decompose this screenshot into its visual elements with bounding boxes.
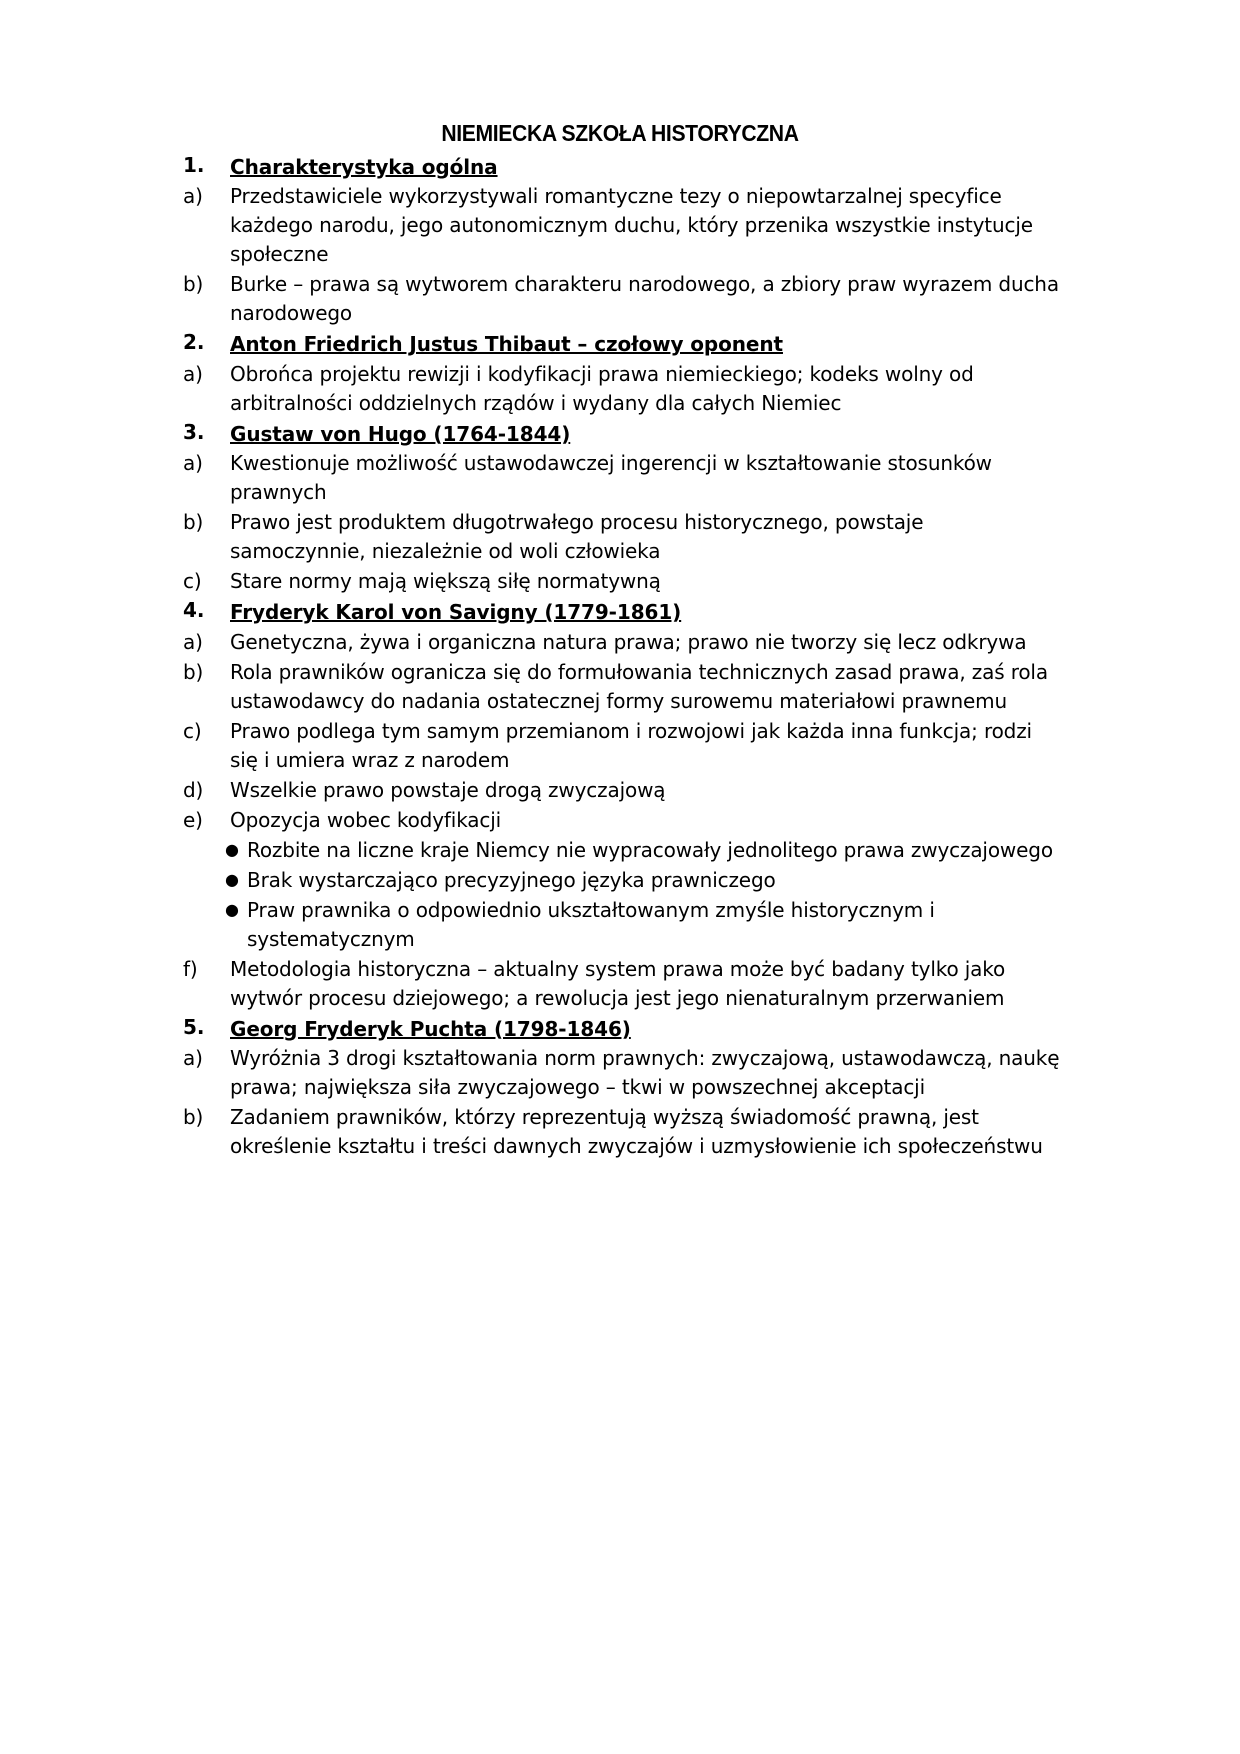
outline-section [175,420,1065,448]
section-heading: Charakterystyka ogólna [230,155,498,179]
bullet-icon: ● [225,839,239,859]
section-items [175,449,1065,596]
list-item [175,449,1065,507]
item-marker: b) [183,1104,204,1129]
section-heading: Anton Friedrich Justus Thibaut – czołowy oponent [230,332,783,357]
list-item [175,866,1065,895]
item-marker: d) [183,777,204,802]
item-text: Prawo jest produktem długotrwałego procesu historycznego, powstaje samoczynnie, niezależnie od woli człowieka [230,510,924,564]
outline-section [175,1015,1065,1043]
item-text: Burke – prawa są wytworem charakteru narodowego, a zbiory praw wyrazem ducha narodowego [230,272,1059,326]
list-item [175,270,1065,328]
item-marker: b) [183,272,204,297]
outline-list [175,153,1065,1161]
bullet-text: Praw prawnika o odpowiednio ukształtowanym zmyśle historycznym i systematycznym [247,897,935,951]
list-item [175,806,1065,835]
item-marker: b) [183,510,204,535]
bullet-icon: ● [225,899,239,919]
page-title: NIEMIECKA SZKOŁA HISTORYCZNA [441,120,799,146]
item-marker: a) [183,361,203,386]
section-number: 5. [183,1014,205,1039]
list-item [175,1044,1065,1102]
item-text: Stare normy mają większą siłę normatywną [230,569,661,594]
item-marker: a) [183,629,203,654]
section-number: 1. [183,153,205,177]
bullet-text: Brak wystarczająco precyzyjnego języka prawniczego [247,867,776,892]
list-item [175,836,1065,865]
item-text: Wyróżnia 3 drogi kształtowania norm prawnych: zwyczajową, ustawodawczą, naukę prawa; największa siła zwyczajowego – tkwi w powszechnej akceptacji [230,1045,1060,1099]
section-items [175,182,1065,328]
section-number: 4. [183,598,205,623]
list-item [175,182,1065,269]
section-items [175,628,1065,1013]
item-marker: a) [183,1045,203,1070]
sub-bullet-list [175,836,1065,954]
item-text: Opozycja wobec kodyfikacji [230,807,502,832]
section-items [175,360,1065,418]
item-marker: f) [183,956,198,981]
item-marker: b) [183,659,204,684]
list-item [175,567,1065,596]
outline-section [175,330,1065,358]
list-item [175,896,1065,954]
item-marker: e) [183,807,203,832]
section-number: 3. [183,419,205,444]
item-marker: a) [183,184,203,209]
item-text: Metodologia historyczna – aktualny system prawa może być badany tylko jako wytwór procesu dziejowego; a rewolucja jest jego nienaturalnym przerwaniem [230,956,1006,1010]
item-marker: c) [183,569,202,594]
section-number: 2. [183,330,205,355]
item-marker: a) [183,451,203,476]
list-item [175,1103,1065,1161]
item-text: Zadaniem prawników, którzy reprezentują wyższą świadomość prawną, jest określenie kształtu i treści dawnych zwyczajów i uzmysłowienie ich społeczeństwu [230,1104,1043,1158]
item-text: Kwestionuje możliwość ustawodawczej ingerencji w kształtowanie stosunków prawnych [230,451,992,505]
list-item [175,955,1065,1013]
item-text: Genetyczna, żywa i organiczna natura prawa; prawo nie tworzy się lecz odkrywa [230,629,1027,654]
item-text: Przedstawiciele wykorzystywali romantyczne tezy o niepowtarzalnej specyfice każdego narodu, jego autonomicznym duchu, który przenika wszystkie instytucje społeczne [230,184,1033,267]
section-heading: Fryderyk Karol von Savigny (1779-1861) [230,600,682,625]
item-text: Obrońca projektu rewizji i kodyfikacji prawa niemieckiego; kodeks wolny od arbitralności oddzielnych rządów i wydany dla całych Niemiec [230,361,974,415]
outline-section [175,153,1065,181]
item-text: Wszelkie prawo powstaje drogą zwyczajową [230,777,666,802]
list-item [175,360,1065,418]
section-items [175,1044,1065,1161]
section-heading: Gustaw von Hugo (1764-1844) [230,421,571,446]
list-item [175,628,1065,657]
list-item [175,658,1065,716]
item-marker: c) [183,718,202,743]
item-text: Rola prawników ogranicza się do formułowania technicznych zasad prawa, zaś rola ustawodawcy do nadania ostatecznej formy surowemu materiałowi prawnemu [230,659,1048,713]
outline-section [175,598,1065,626]
item-text: Prawo podlega tym samym przemianom i rozwojowi jak każda inna funkcja; rodzi się i umiera wraz z narodem [230,718,1032,772]
list-item [175,776,1065,805]
list-item [175,508,1065,566]
bullet-icon: ● [225,869,239,889]
bullet-text: Rozbite na liczne kraje Niemcy nie wypracowały jednolitego prawa zwyczajowego [247,837,1053,862]
section-heading: Georg Fryderyk Puchta (1798-1846) [230,1016,631,1041]
list-item [175,717,1065,775]
